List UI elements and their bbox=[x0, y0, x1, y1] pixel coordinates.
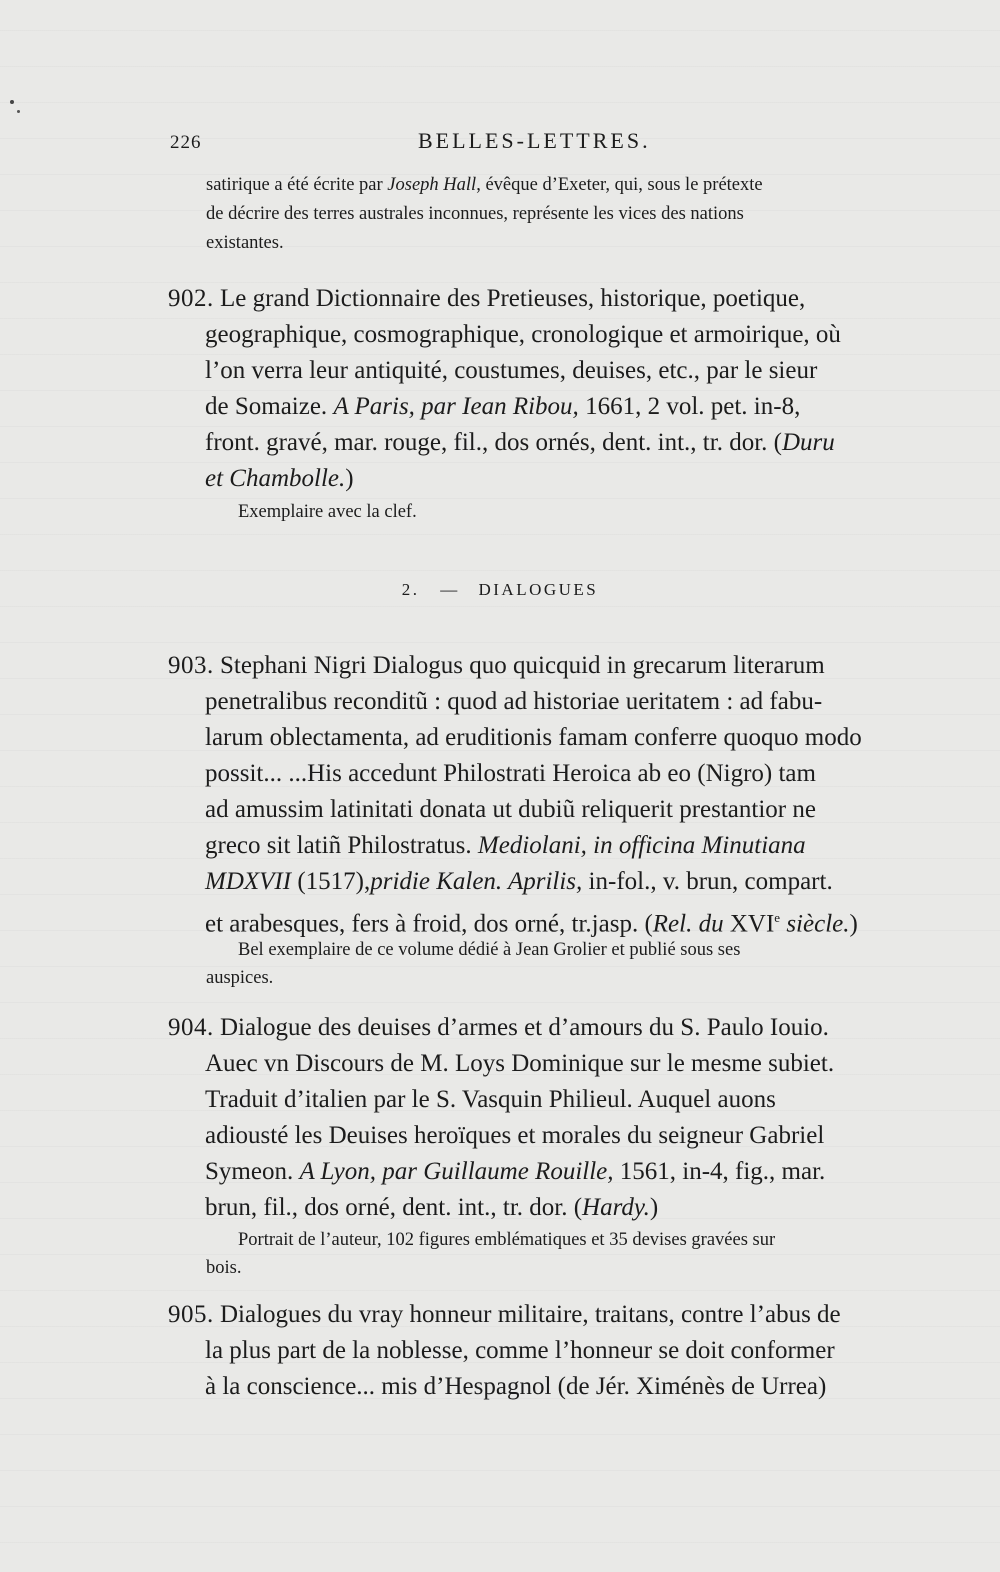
ink-speck bbox=[17, 110, 20, 113]
page-number: 226 bbox=[170, 132, 202, 153]
entry-number: 905. bbox=[168, 1301, 214, 1328]
entry-903: 903. Stephani Nigri Dialogus quo quicquid in grecarum literarum penetralibus reconditũ : quod ad historiae ueritatem : ad fabu- larum oblectamenta, ad eruditionis famam conferre quoquo modo possit... ...His accedunt Philostrati Heroica ab eo (Nigro) tam ad amussim latinitati donata ut dubiũ reliquerit prestantior ne greco sit latiñ Philostratus. Mediolani, in officina Minutiana MDXVII (1517),pridie Kalen. Aprilis, in-fol., v. brun, compart. et arabesques, fers à froid, dos orné, tr.jasp. (Rel. du XVIe siècle.) bbox=[168, 652, 862, 938]
entry-905: 905. Dialogues du vray honneur militaire, traitans, contre l’abus de la plus part de la noblesse, comme l’honneur se doit conformer à la conscience... mis d’Hespagnol (de Jér. Ximénès de Urrea) bbox=[168, 1301, 841, 1400]
section-heading: 2. — DIALOGUES bbox=[401, 580, 599, 599]
entry-902: 902. Le grand Dictionnaire des Pretieuses, historique, poetique, geographique, cosmographique, cronologique et armoirique, où l’on verra leur antiquité, coustumes, deuises, etc., par le sieur de Somaize. A Paris, par Iean Ribou, 1661, 2 vol. pet. in-8, front. gravé, mar. rouge, fil., dos ornés, dent. int., tr. dor. (Duru et Chambolle.) bbox=[168, 285, 841, 492]
entry-904: 904. Dialogue des deuises d’armes et d’amours du S. Paulo Iouio. Auec vn Discours de M. Loys Dominique sur le mesme subiet. Traduit d’italien par le S. Vasquin Philieul. Auquel auons adiousté les Deuises heroïques et morales du seigneur Gabriel Symeon. A Lyon, par Guillaume Rouille, 1561, in-4, fig., mar. brun, fil., dos orné, dent. int., tr. dor. (Hardy.) bbox=[168, 1014, 835, 1221]
entry-number: 903. bbox=[168, 652, 214, 679]
ink-speck bbox=[10, 100, 14, 104]
entry-number: 902. bbox=[168, 285, 214, 312]
entry-904-note: Portrait de l’auteur, 102 figures emblématiques et 35 devises gravées sur bois. bbox=[206, 1230, 776, 1278]
entry-902-note: Exemplaire avec la clef. bbox=[238, 502, 417, 522]
intro-paragraph: satirique a été écrite par Joseph Hall, évêque d’Exeter, qui, sous le prétexte de décrire des terres australes inconnues, représente les vices des nations existantes. bbox=[206, 175, 763, 253]
page-header bbox=[170, 128, 890, 158]
running-title: BELLES-LETTRES. bbox=[418, 128, 651, 153]
entry-number: 904. bbox=[168, 1014, 214, 1041]
entry-903-note: Bel exemplaire de ce volume dédié à Jean Grolier et publié sous ses auspices. bbox=[206, 940, 741, 988]
